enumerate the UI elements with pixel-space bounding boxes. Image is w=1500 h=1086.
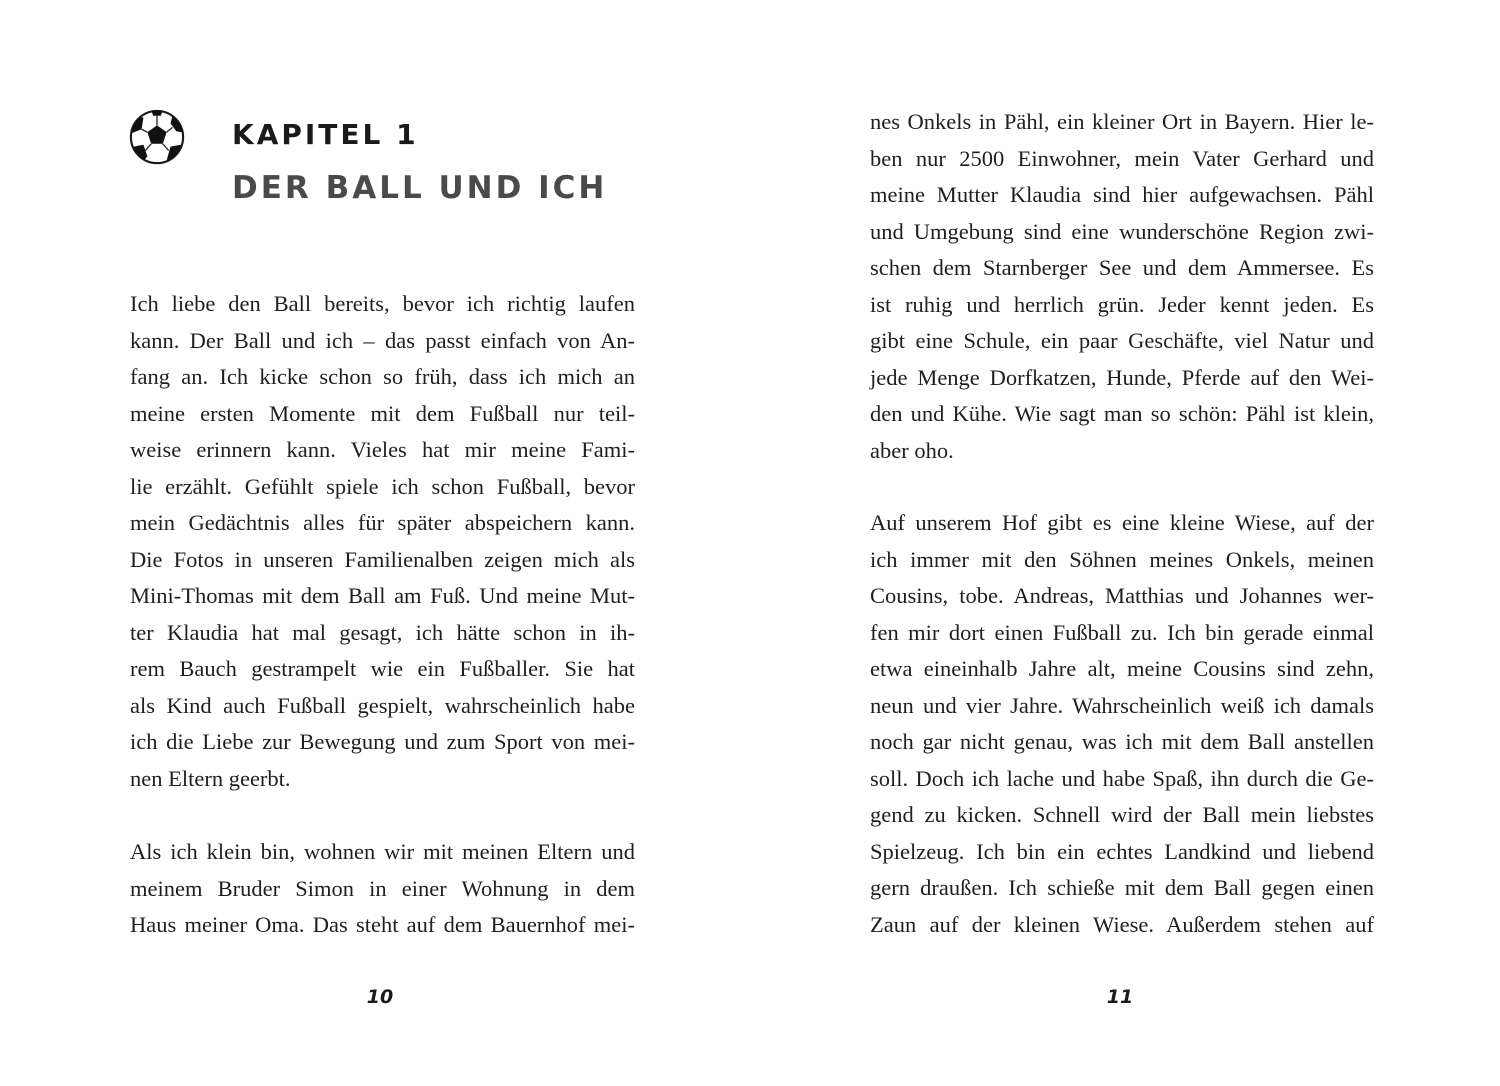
text-line: meine ersten Momente mit dem Fußball nur teil- [130, 400, 635, 426]
paragraph [130, 834, 635, 944]
text-line: Auf unserem Hof gibt es eine kleine Wiese, auf der [870, 510, 1374, 535]
page-number: 11 [1106, 986, 1134, 1008]
text-line: ich immer mit den Söhnen meines Onkels, meinen [870, 546, 1374, 572]
text-line: Spielzeug. Ich bin ein echtes Landkind und liebend [870, 838, 1374, 864]
text-line: etwa eineinhalb Jahre alt, meine Cousins sind zehn, [870, 656, 1374, 681]
text-line: und Umgebung sind eine wunderschöne Region zwi- [870, 218, 1374, 244]
text-line: ter Klaudia hat mal gesagt, ich hätte schon in ih- [130, 619, 635, 645]
text-line: als Kind auch Fußball gespielt, wahrscheinlich habe [130, 692, 635, 718]
paragraph [870, 104, 1374, 469]
text-line: meine Mutter Klaudia sind hier aufgewachsen. Pähl [870, 182, 1374, 207]
text-line: Haus meiner Oma. Das steht auf dem Bauernhof mei- [130, 912, 635, 937]
chapter-label: KAPITEL 1 [232, 118, 419, 151]
text-line: Ich liebe den Ball bereits, bevor ich richtig laufen [130, 291, 635, 316]
text-line: ich die Liebe zur Bewegung und zum Sport von mei- [130, 729, 635, 754]
text-line: rem Bauch gestrampelt wie ein Fußballer. Sie hat [130, 656, 635, 681]
text-line: gend zu kicken. Schnell wird der Ball mein liebstes [870, 802, 1374, 827]
text-line: jede Menge Dorfkatzen, Hunde, Pferde auf den Wei- [870, 364, 1374, 390]
text-line: gern draußen. Ich schieße mit dem Ball gegen einen [870, 875, 1374, 900]
text-line: ben nur 2500 Einwohner, mein Vater Gerhard und [870, 145, 1374, 171]
text-line: fang an. Ich kicke schon so früh, dass ich mich an [130, 364, 635, 389]
chapter-title: DER BALL UND ICH [232, 170, 608, 206]
text-line: weise erinnern kann. Vieles hat mir meine Fami- [130, 437, 635, 462]
text-line: den und Kühe. Wie sagt man so schön: Pähl ist klein, [870, 401, 1374, 426]
text-line: gibt eine Schule, ein paar Geschäfte, viel Natur und [870, 328, 1374, 353]
text-line: Als ich klein bin, wohnen wir mit meinen Eltern und [130, 839, 635, 864]
text-line: meinem Bruder Simon in einer Wohnung in dem [130, 875, 635, 901]
text-line: mein Gedächtnis alles für später abspeichern kann. [130, 510, 635, 535]
text-line: schen dem Starnberger See und dem Ammersee. Es [870, 255, 1374, 280]
text-line: fen mir dort einen Fußball zu. Ich bin gerade einmal [870, 619, 1374, 645]
text-line: ist ruhig und herrlich grün. Jeder kennt jeden. Es [870, 291, 1374, 317]
text-line: nes Onkels in Pähl, ein kleiner Ort in Bayern. Hier le- [870, 109, 1374, 134]
paragraph [870, 505, 1374, 943]
paragraph [130, 286, 635, 797]
text-line: Mini-Thomas mit dem Ball am Fuß. Und meine Mut- [130, 583, 635, 608]
text-line: Die Fotos in unseren Familienalben zeigen mich als [130, 546, 635, 572]
text-line: nen Eltern geerbt. [130, 765, 291, 791]
text-line: noch gar nicht genau, was ich mit dem Ball anstellen [870, 729, 1374, 754]
soccer-ball-icon [128, 108, 186, 166]
page-number: 10 [366, 986, 394, 1008]
text-line: kann. Der Ball und ich – das passt einfach von An- [130, 327, 635, 353]
text-line: Cousins, tobe. Andreas, Matthias und Johannes wer- [870, 583, 1374, 608]
text-line: Zaun auf der kleinen Wiese. Außerdem stehen auf [870, 911, 1374, 937]
text-line: aber oho. [870, 437, 954, 463]
text-line: lie erzählt. Gefühlt spiele ich schon Fußball, bevor [130, 473, 635, 499]
text-line: neun und vier Jahre. Wahrscheinlich weiß ich damals [870, 692, 1374, 718]
text-line: soll. Doch ich lache und habe Spaß, ihn durch die Ge- [870, 765, 1374, 791]
right-page [750, 0, 1500, 1086]
